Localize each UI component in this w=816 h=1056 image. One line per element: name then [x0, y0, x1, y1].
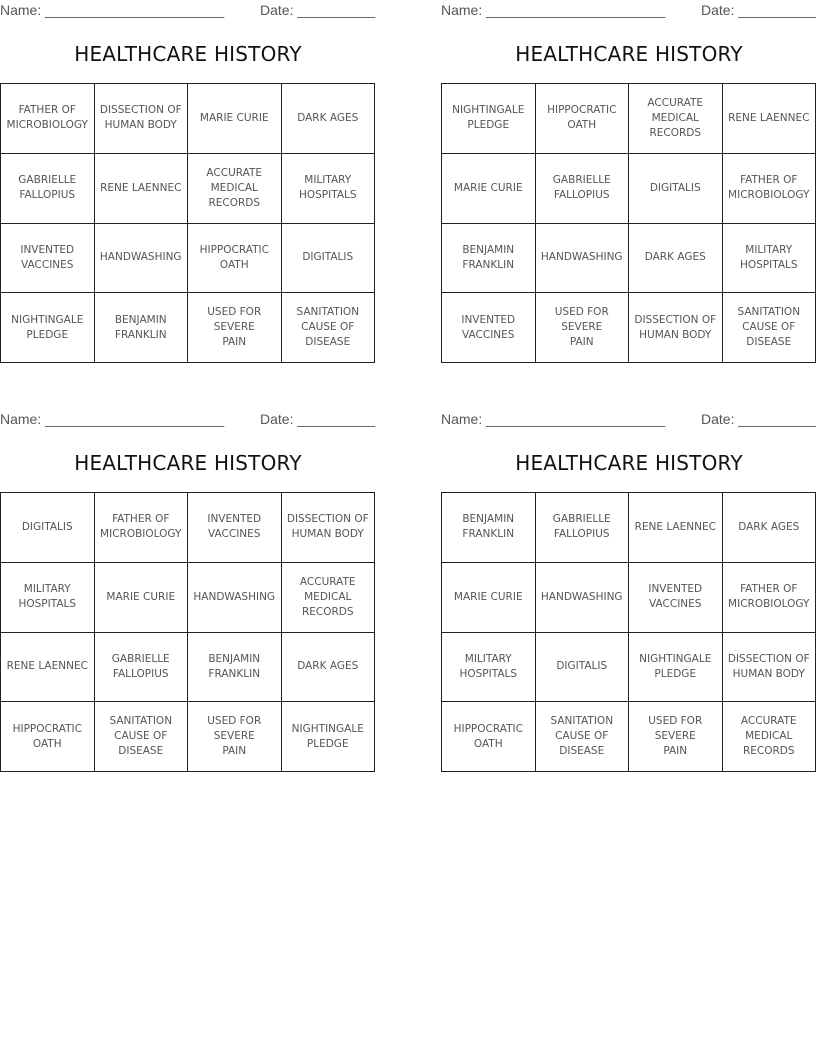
- bingo-cell: USED FOR SEVERE PAIN: [188, 702, 282, 772]
- bingo-cell: MILITARY HOSPITALS: [282, 154, 376, 224]
- bingo-cell: HIPPOCRATIC OATH: [1, 702, 95, 772]
- bingo-cell: MARIE CURIE: [95, 563, 189, 633]
- card-header: [0, 411, 376, 429]
- bingo-grid: [0, 492, 375, 772]
- bingo-cell: MILITARY HOSPITALS: [723, 224, 816, 294]
- card-header: [441, 2, 816, 20]
- bingo-cell: INVENTED VACCINES: [1, 224, 95, 294]
- bingo-cell: USED FOR SEVERE PAIN: [629, 702, 723, 772]
- bingo-cell: GABRIELLE FALLOPIUS: [536, 154, 630, 224]
- bingo-cell: INVENTED VACCINES: [629, 563, 723, 633]
- date-field[interactable]: Date: __________: [260, 411, 376, 427]
- bingo-cell: MARIE CURIE: [188, 84, 282, 154]
- bingo-cell: DIGITALIS: [536, 633, 630, 703]
- bingo-card-2: [441, 0, 816, 380]
- bingo-cell: BENJAMIN FRANKLIN: [442, 224, 536, 294]
- bingo-cell: GABRIELLE FALLOPIUS: [536, 493, 630, 563]
- bingo-cell: HANDWASHING: [188, 563, 282, 633]
- card-header: [0, 2, 376, 20]
- bingo-cell: DARK AGES: [723, 493, 816, 563]
- bingo-cell: DISSECTION OF HUMAN BODY: [629, 293, 723, 363]
- card-title: HEALTHCARE HISTORY: [74, 42, 302, 66]
- card-title: HEALTHCARE HISTORY: [515, 42, 743, 66]
- bingo-cell: RENE LAENNEC: [1, 633, 95, 703]
- bingo-cell: DISSECTION OF HUMAN BODY: [282, 493, 376, 563]
- bingo-cell: BENJAMIN FRANKLIN: [442, 493, 536, 563]
- bingo-cell: MILITARY HOSPITALS: [442, 633, 536, 703]
- bingo-cell: SANITATION CAUSE OF DISEASE: [95, 702, 189, 772]
- name-field[interactable]: Name: _______________________: [441, 411, 666, 427]
- bingo-cell: FATHER OF MICROBIOLOGY: [95, 493, 189, 563]
- bingo-cell: DIGITALIS: [282, 224, 376, 294]
- bingo-cell: MARIE CURIE: [442, 154, 536, 224]
- card-title: HEALTHCARE HISTORY: [74, 451, 302, 475]
- bingo-cell: INVENTED VACCINES: [442, 293, 536, 363]
- bingo-cell: USED FOR SEVERE PAIN: [536, 293, 630, 363]
- bingo-cell: FATHER OF MICROBIOLOGY: [1, 84, 95, 154]
- bingo-grid: [441, 492, 816, 772]
- bingo-cell: ACCURATE MEDICAL RECORDS: [629, 84, 723, 154]
- bingo-cell: HIPPOCRATIC OATH: [188, 224, 282, 294]
- bingo-cell: ACCURATE MEDICAL RECORDS: [188, 154, 282, 224]
- bingo-card-4: [441, 409, 816, 789]
- bingo-cell: BENJAMIN FRANKLIN: [188, 633, 282, 703]
- date-field[interactable]: Date: __________: [260, 2, 376, 18]
- date-field[interactable]: Date: __________: [701, 2, 816, 18]
- bingo-card-1: [0, 0, 376, 380]
- bingo-cell: DARK AGES: [282, 633, 376, 703]
- bingo-cell: HANDWASHING: [536, 563, 630, 633]
- bingo-cell: GABRIELLE FALLOPIUS: [95, 633, 189, 703]
- bingo-cell: NIGHTINGALE PLEDGE: [282, 702, 376, 772]
- bingo-cell: USED FOR SEVERE PAIN: [188, 293, 282, 363]
- bingo-cell: SANITATION CAUSE OF DISEASE: [723, 293, 816, 363]
- bingo-cell: SANITATION CAUSE OF DISEASE: [536, 702, 630, 772]
- bingo-cell: DISSECTION OF HUMAN BODY: [95, 84, 189, 154]
- bingo-grid: [0, 83, 375, 363]
- bingo-cell: FATHER OF MICROBIOLOGY: [723, 154, 816, 224]
- bingo-cell: ACCURATE MEDICAL RECORDS: [723, 702, 816, 772]
- bingo-cell: RENE LAENNEC: [95, 154, 189, 224]
- name-field[interactable]: Name: _______________________: [0, 2, 225, 18]
- bingo-cell: INVENTED VACCINES: [188, 493, 282, 563]
- name-field[interactable]: Name: _______________________: [0, 411, 225, 427]
- bingo-cell: NIGHTINGALE PLEDGE: [442, 84, 536, 154]
- bingo-cell: HIPPOCRATIC OATH: [536, 84, 630, 154]
- bingo-cell: GABRIELLE FALLOPIUS: [1, 154, 95, 224]
- bingo-cell: HANDWASHING: [95, 224, 189, 294]
- bingo-cell: HANDWASHING: [536, 224, 630, 294]
- bingo-cell: DARK AGES: [629, 224, 723, 294]
- bingo-cell: DIGITALIS: [629, 154, 723, 224]
- bingo-cell: NIGHTINGALE PLEDGE: [629, 633, 723, 703]
- bingo-cell: DISSECTION OF HUMAN BODY: [723, 633, 816, 703]
- bingo-cell: HIPPOCRATIC OATH: [442, 702, 536, 772]
- bingo-cell: FATHER OF MICROBIOLOGY: [723, 563, 816, 633]
- name-field[interactable]: Name: _______________________: [441, 2, 666, 18]
- card-title: HEALTHCARE HISTORY: [515, 451, 743, 475]
- bingo-cell: BENJAMIN FRANKLIN: [95, 293, 189, 363]
- bingo-cell: RENE LAENNEC: [723, 84, 816, 154]
- bingo-cell: NIGHTINGALE PLEDGE: [1, 293, 95, 363]
- bingo-cell: MARIE CURIE: [442, 563, 536, 633]
- bingo-cell: DIGITALIS: [1, 493, 95, 563]
- bingo-card-3: [0, 409, 376, 789]
- bingo-cell: MILITARY HOSPITALS: [1, 563, 95, 633]
- bingo-cell: DARK AGES: [282, 84, 376, 154]
- bingo-cell: RENE LAENNEC: [629, 493, 723, 563]
- date-field[interactable]: Date: __________: [701, 411, 816, 427]
- bingo-cell: ACCURATE MEDICAL RECORDS: [282, 563, 376, 633]
- card-header: [441, 411, 816, 429]
- bingo-grid: [441, 83, 816, 363]
- bingo-cell: SANITATION CAUSE OF DISEASE: [282, 293, 376, 363]
